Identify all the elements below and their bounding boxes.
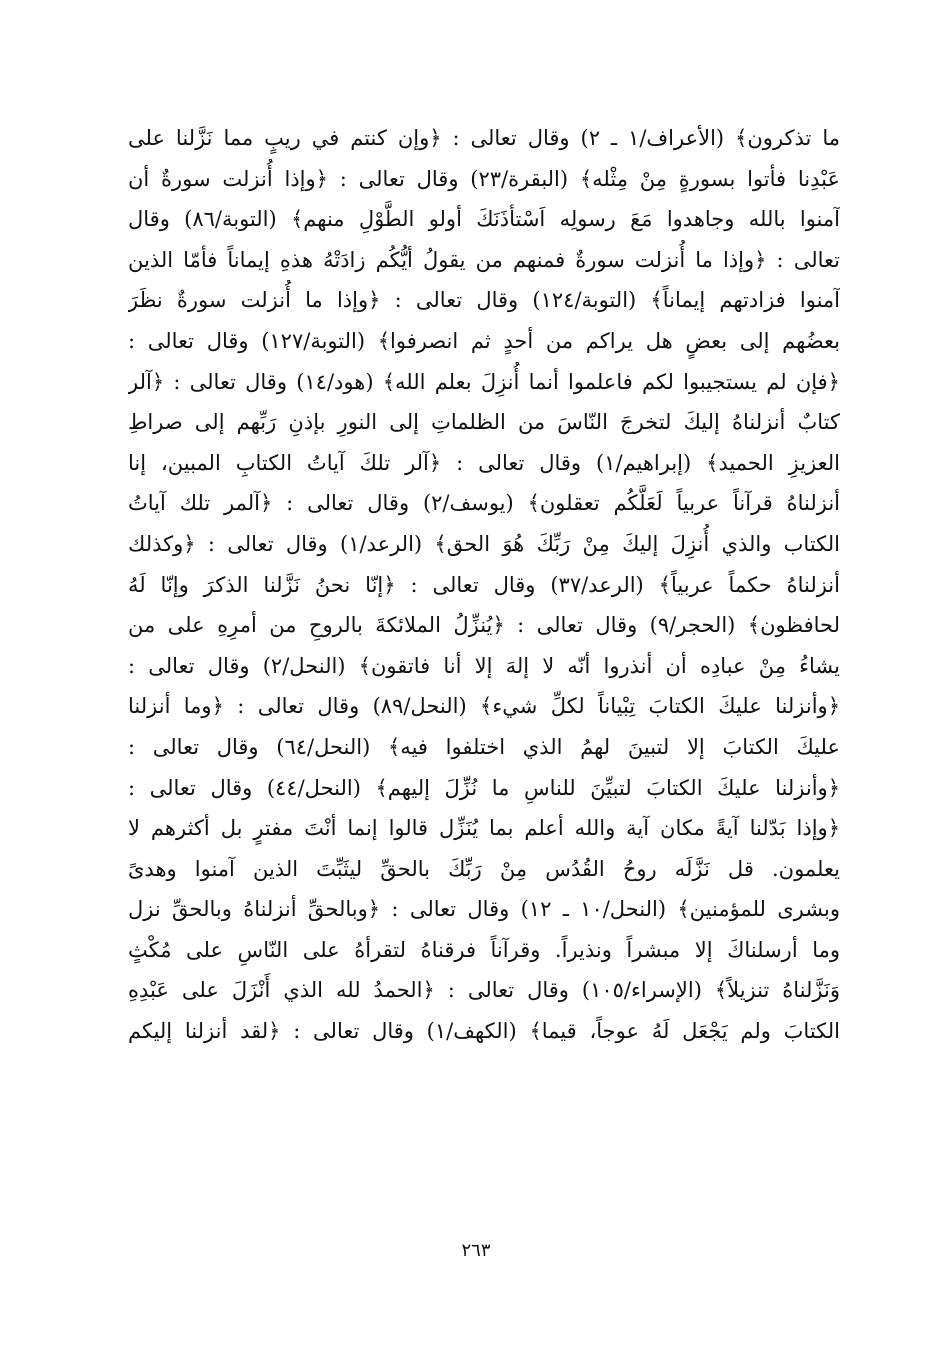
text-line: يعلمون. قل نَزَّلَه روحُ القُدُس مِنْ رَبِّكَ بالحقِّ ليثَبِّتَ الذين آمنوا وهدىً bbox=[128, 856, 840, 881]
text-line: وما أرسلناكَ إلا مبشراً ونذيراً. وقرآناً فرقناهُ لتقرأهُ على النّاسِ على مُكْثٍ bbox=[128, 937, 840, 962]
text-line: بعضُهم إلى بعضٍ هل يراكم من أحدٍ ثم انصرفوا﴾ (التوبة/١٢٧) وقال تعالى : bbox=[128, 328, 840, 353]
text-line: الكتاب والذي أُنزِلَ إليكَ مِنْ رَبِّكَ هُوَ الحق﴾ (الرعد/١) وقال تعالى : ﴿وكذلك bbox=[128, 531, 840, 556]
text-line: يشاءُ مِنْ عبادِه أن أنذروا أنّه لا إلهَ إلا أنا فاتقون﴾ (النحل/٢) وقال تعالى : bbox=[128, 653, 840, 678]
body-text bbox=[128, 118, 840, 1052]
text-line: أنزلناهُ قرآناً عربياً لَعَلَّكُم تعقلون﴾ (يوسف/٢) وقال تعالى : ﴿آلمر تلك آياتُ bbox=[128, 491, 840, 516]
text-line: ﴿فإن لم يستجيبوا لكم فاعلموا أنما أُنزِلَ بعلم الله﴾ (هود/١٤) وقال تعالى : ﴿آلر bbox=[128, 369, 840, 394]
text-line: ﴿وإذا بَدّلنا آيةً مكان آية والله أعلم بما يُنَزِّل قالوا إنما أنْتَ مفترٍ بل أكثرهم لا bbox=[128, 816, 840, 841]
text-line: عَبْدِنا فأتوا بسورةٍ مِنْ مِثْله﴾ (البقرة/٢٣) وقال تعالى : ﴿وإذا أُنزلت سورةٌ أن bbox=[128, 166, 840, 191]
page-number: ٢٦٣ bbox=[461, 1240, 491, 1261]
text-line: عليكَ الكتابَ إلا لتبينَ لهمُ الذي اختلفوا فيه﴾ (النحل/٦٤) وقال تعالى : bbox=[128, 734, 840, 759]
text-line: الكتابَ ولم يَجْعَل لَهُ عوجاً، قيما﴾ (الكهف/١) وقال تعالى : ﴿لقد أنزلنا إليكم bbox=[128, 1019, 840, 1044]
text-line: ما تذكرون﴾ (الأعراف/١ ـ ٢) وقال تعالى : ﴿وإن كنتم في ريبٍ مما نَزَّلنا على bbox=[128, 126, 840, 150]
text-line: آمنوا فزادتهم إيماناً﴾ (التوبة/١٢٤) وقال تعالى : ﴿وإذا ما أُنزلت سورةٌ نظَرَ bbox=[128, 288, 840, 313]
text-line: وبشرى للمؤمنين﴾ (النحل/١٠ ـ ١٢) وقال تعالى : ﴿وبالحقِّ أنزلناهُ وبالحقِّ نزل bbox=[128, 897, 840, 922]
text-line: آمنوا بالله وجاهدوا مَعَ رسولِه اَسْتأذَنَكَ أولو الطَّوْلِ منهم﴾ (التوبة/٨٦) وقال bbox=[128, 207, 840, 232]
text-line: لحافظون﴾ (الحجر/٩) وقال تعالى : ﴿يُنزِّلُ الملائكةَ بالروحِ من أمرِهِ على من bbox=[128, 613, 840, 638]
text-line: وَنَزَّلناهُ تنزيلاً﴾ (الإسراء/١٠٥) وقال تعالى : ﴿الحمدُ لله الذي أَنْزَلَ على عَبْدِهِ bbox=[128, 978, 840, 1003]
text-line: ﴿وأنزلنا عليكَ الكتابَ لتبيِّنَ للناسِ ما نُزِّلَ إليهم﴾ (النحل/٤٤) وقال تعالى : bbox=[128, 775, 840, 800]
text-line: تعالى : ﴿وإذا ما أُنزلت سورةٌ فمنهم من يقولُ أيُّكُم زادَتْهُ هذهِ إيماناً فأمّا الذين bbox=[128, 247, 840, 272]
text-line: ﴿وأنزلنا عليكَ الكتابَ تِبْياناً لكلِّ شيء﴾ (النحل/٨٩) وقال تعالى : ﴿وما أنزلنا bbox=[128, 694, 840, 719]
text-line: أنزلناهُ حكماً عربياً﴾ (الرعد/٣٧) وقال تعالى : ﴿إنّا نحنُ نَزَّلنا الذكرَ وإنّا لَهُ bbox=[128, 572, 840, 597]
text-line: العزيزِ الحميد﴾ (إبراهيم/١) وقال تعالى : ﴿آلر تلكَ آياتُ الكتابِ المبين، إنا bbox=[128, 450, 840, 475]
text-line: كتابٌ أنزلناهُ إليكَ لتخرجَ النّاسَ من الظلماتِ إلى النورِ بإذنِ رَبِّهم إلى صراطِ bbox=[128, 410, 840, 435]
